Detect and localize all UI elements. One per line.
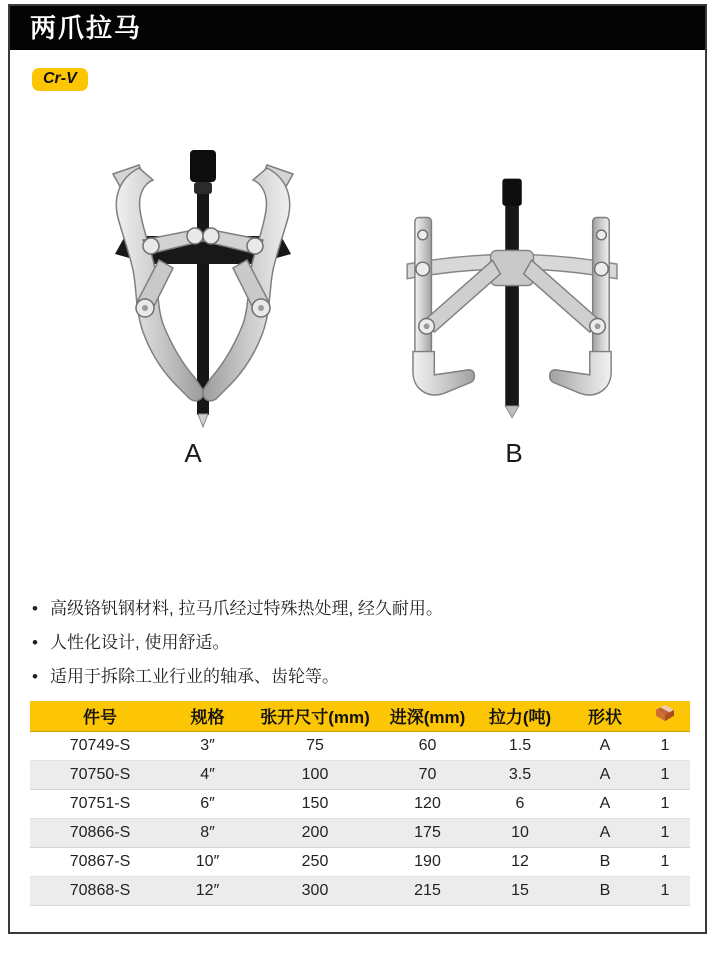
crv-material-badge: Cr-V — [32, 68, 88, 91]
cell-force: 1.5 — [470, 731, 570, 760]
col-header-shape: 形状 — [570, 701, 640, 731]
cell-spread: 75 — [245, 731, 385, 760]
cell-part-no: 70868-S — [30, 876, 170, 905]
cell-force: 6 — [470, 789, 570, 818]
cell-spread: 150 — [245, 789, 385, 818]
cell-size: 8″ — [170, 818, 245, 847]
cell-reach: 215 — [385, 876, 470, 905]
cell-spread: 300 — [245, 876, 385, 905]
spec-table — [30, 701, 690, 906]
cell-part-no: 70866-S — [30, 818, 170, 847]
table-row — [30, 731, 690, 760]
cell-spread: 250 — [245, 847, 385, 876]
cell-reach: 60 — [385, 731, 470, 760]
cell-shape: A — [570, 789, 640, 818]
page-title: 两爪拉马 — [30, 13, 143, 43]
catalog-page — [8, 4, 707, 934]
features-list — [32, 592, 443, 694]
cell-size: 10″ — [170, 847, 245, 876]
col-header-spread: 张开尺寸(mm) — [245, 701, 385, 731]
bullet-icon: • — [32, 599, 38, 618]
cell-shape: A — [570, 760, 640, 789]
cell-force: 10 — [470, 818, 570, 847]
col-header-reach: 进深(mm) — [385, 701, 470, 731]
cell-spread: 100 — [245, 760, 385, 789]
cell-shape: A — [570, 818, 640, 847]
table-row — [30, 818, 690, 847]
cell-reach: 120 — [385, 789, 470, 818]
cell-shape: B — [570, 876, 640, 905]
cell-part-no: 70750-S — [30, 760, 170, 789]
cell-pack-qty: 1 — [640, 760, 690, 789]
table-header-row — [30, 701, 690, 731]
feature-text: 适用于拆除工业行业的轴承、齿轮等。 — [50, 667, 339, 686]
cell-part-no: 70867-S — [30, 847, 170, 876]
bullet-icon: • — [32, 633, 38, 652]
feature-item — [32, 592, 443, 626]
cell-size: 3″ — [170, 731, 245, 760]
product-label-b: B — [505, 438, 523, 468]
feature-item — [32, 626, 443, 660]
cell-size: 6″ — [170, 789, 245, 818]
cell-force: 3.5 — [470, 760, 570, 789]
cell-shape: A — [570, 731, 640, 760]
col-header-size: 规格 — [170, 701, 245, 731]
cell-pack-qty: 1 — [640, 818, 690, 847]
feature-item — [32, 660, 443, 694]
cell-force: 15 — [470, 876, 570, 905]
cell-pack-qty: 1 — [640, 789, 690, 818]
cell-size: 4″ — [170, 760, 245, 789]
product-label-a: A — [184, 438, 202, 468]
col-header-force: 拉力(吨) — [470, 701, 570, 731]
cell-force: 12 — [470, 847, 570, 876]
cell-pack-qty: 1 — [640, 847, 690, 876]
package-box-icon — [654, 704, 676, 722]
bullet-icon: • — [32, 667, 38, 686]
cell-pack-qty: 1 — [640, 731, 690, 760]
puller-a-image — [68, 140, 338, 440]
table-row — [30, 847, 690, 876]
cell-reach: 70 — [385, 760, 470, 789]
cell-shape: B — [570, 847, 640, 876]
cell-pack-qty: 1 — [640, 876, 690, 905]
col-header-part-no: 件号 — [30, 701, 170, 731]
col-header-pack — [640, 701, 690, 731]
page-header — [10, 6, 705, 50]
cell-part-no: 70751-S — [30, 789, 170, 818]
feature-text: 人性化设计, 使用舒适。 — [50, 633, 230, 652]
cell-spread: 200 — [245, 818, 385, 847]
table-row — [30, 876, 690, 905]
cell-size: 12″ — [170, 876, 245, 905]
table-row — [30, 789, 690, 818]
cell-reach: 190 — [385, 847, 470, 876]
table-row — [30, 760, 690, 789]
puller-b-image — [378, 166, 650, 438]
feature-text: 高级铬钒钢材料, 拉马爪经过特殊热处理, 经久耐用。 — [50, 599, 443, 618]
cell-part-no: 70749-S — [30, 731, 170, 760]
cell-reach: 175 — [385, 818, 470, 847]
